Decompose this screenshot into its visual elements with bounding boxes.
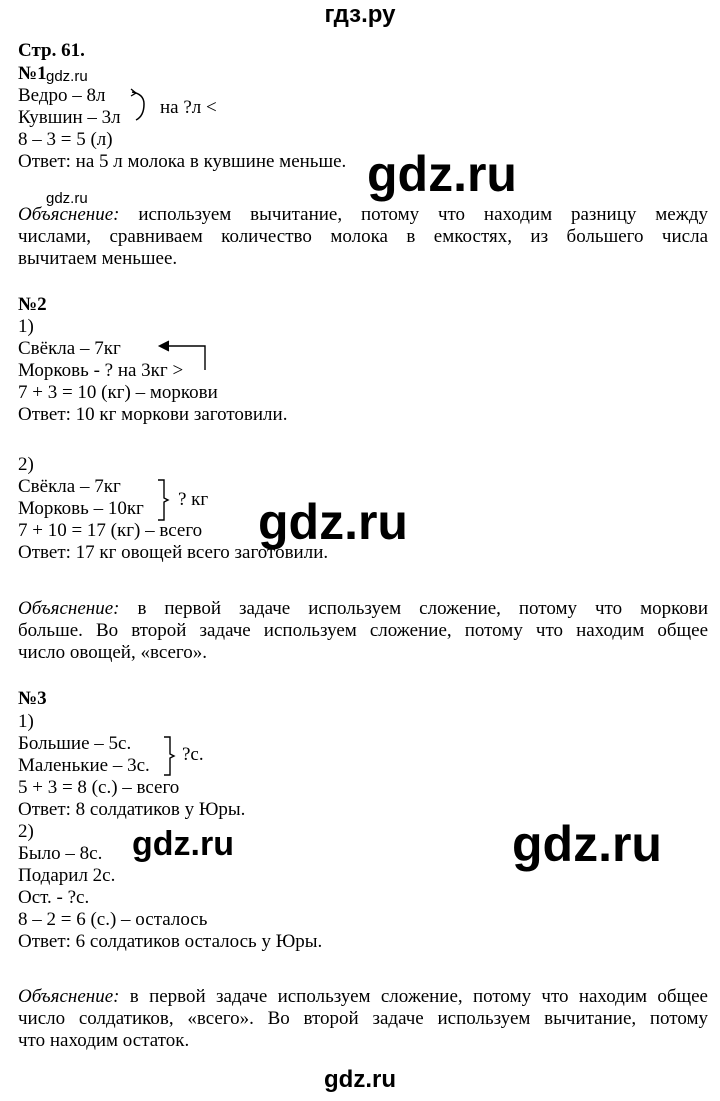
explanation-text: в первой задаче используем сложение, потому что моркови	[119, 598, 708, 619]
task3-line: Маленькие – 3с.	[18, 755, 150, 776]
explanation-text: в первой задаче используем сложение, потому что находим общее	[119, 986, 708, 1007]
task1-number: №1	[18, 63, 47, 84]
brace-arrow-icon	[128, 88, 152, 124]
task3-line: Ответ: 8 солдатиков у Юры.	[18, 799, 246, 820]
task1-bracket-note: на ?л <	[160, 97, 217, 118]
brace-icon	[162, 735, 176, 777]
task2-explanation-line: больше. Во второй задаче используем сложение, потому что находим общее	[18, 620, 708, 641]
site-footer: gdz.ru	[324, 1066, 396, 1093]
task2-explanation-line: число овощей, «всего».	[18, 642, 207, 663]
task2-part2-label: 2)	[18, 454, 34, 475]
task2-bracket-note: ? кг	[178, 489, 209, 510]
brace-icon	[156, 478, 170, 522]
task3-line: 5 + 3 = 8 (с.) – всего	[18, 777, 180, 798]
task3-line: 8 – 2 = 6 (с.) – осталось	[18, 909, 208, 930]
task1-line: 8 – 3 = 5 (л)	[18, 129, 113, 150]
task2-line: Ответ: 17 кг овощей всего заготовили.	[18, 542, 329, 563]
page-label: Стр. 61.	[18, 40, 85, 61]
watermark-small: gdz.ru	[46, 68, 88, 85]
task3-line: Было – 8с.	[18, 843, 103, 864]
watermark-small: gdz.ru	[46, 190, 88, 207]
explanation-label: Объяснение:	[18, 986, 120, 1007]
watermark-big: gdz.ru	[367, 146, 517, 202]
task3-explanation-line	[18, 986, 708, 1008]
task3-explanation-line: число солдатиков, «всего». Во второй задаче используем вычитание, потому	[18, 1008, 708, 1029]
task2-part1-label: 1)	[18, 316, 34, 337]
watermark-big: gdz.ru	[258, 494, 408, 550]
task3-line: Подарил 2с.	[18, 865, 116, 886]
task3-part2-label: 2)	[18, 821, 34, 842]
task1-line: Ответ: на 5 л молока в кувшине меньше.	[18, 151, 347, 172]
task3-line: Большие – 5с.	[18, 733, 132, 754]
task1-explanation-line: числами, сравниваем количество молока в емкостях, из большего числа	[18, 226, 708, 247]
watermark-big: gdz.ru	[512, 816, 662, 872]
task2-line: Морковь – 10кг	[18, 498, 144, 519]
task1-line: Кувшин – 3л	[18, 107, 121, 128]
explanation-label: Объяснение:	[18, 204, 120, 225]
explanation-text: используем вычитание, потому что находим разницу между	[119, 204, 708, 225]
watermark-mid: gdz.ru	[132, 825, 234, 863]
task2-line: 7 + 10 = 17 (кг) – всего	[18, 520, 203, 541]
task3-number: №3	[18, 688, 47, 709]
task3-line: Ответ: 6 солдатиков осталось у Юры.	[18, 931, 323, 952]
site-header: гдз.ру	[324, 1, 396, 28]
task1-explanation-line	[18, 204, 708, 226]
task2-line: Ответ: 10 кг моркови заготовили.	[18, 404, 288, 425]
task1-line: Ведро – 8л	[18, 85, 106, 106]
task3-line: Ост. - ?с.	[18, 887, 90, 908]
explanation-label: Объяснение:	[18, 598, 120, 619]
task3-explanation-line: что находим остаток.	[18, 1030, 190, 1051]
task1-explanation-line: вычитаем меньшее.	[18, 248, 178, 269]
task2-explanation-line	[18, 598, 708, 620]
task2-line: Свёкла – 7кг	[18, 476, 121, 497]
task3-bracket-note: ?с.	[182, 744, 204, 765]
task3-part1-label: 1)	[18, 711, 34, 732]
task2-line: Свёкла – 7кг	[18, 338, 121, 359]
task2-line: Морковь - ? на 3кг >	[18, 360, 184, 381]
task2-line: 7 + 3 = 10 (кг) – моркови	[18, 382, 218, 403]
task2-number: №2	[18, 294, 47, 315]
